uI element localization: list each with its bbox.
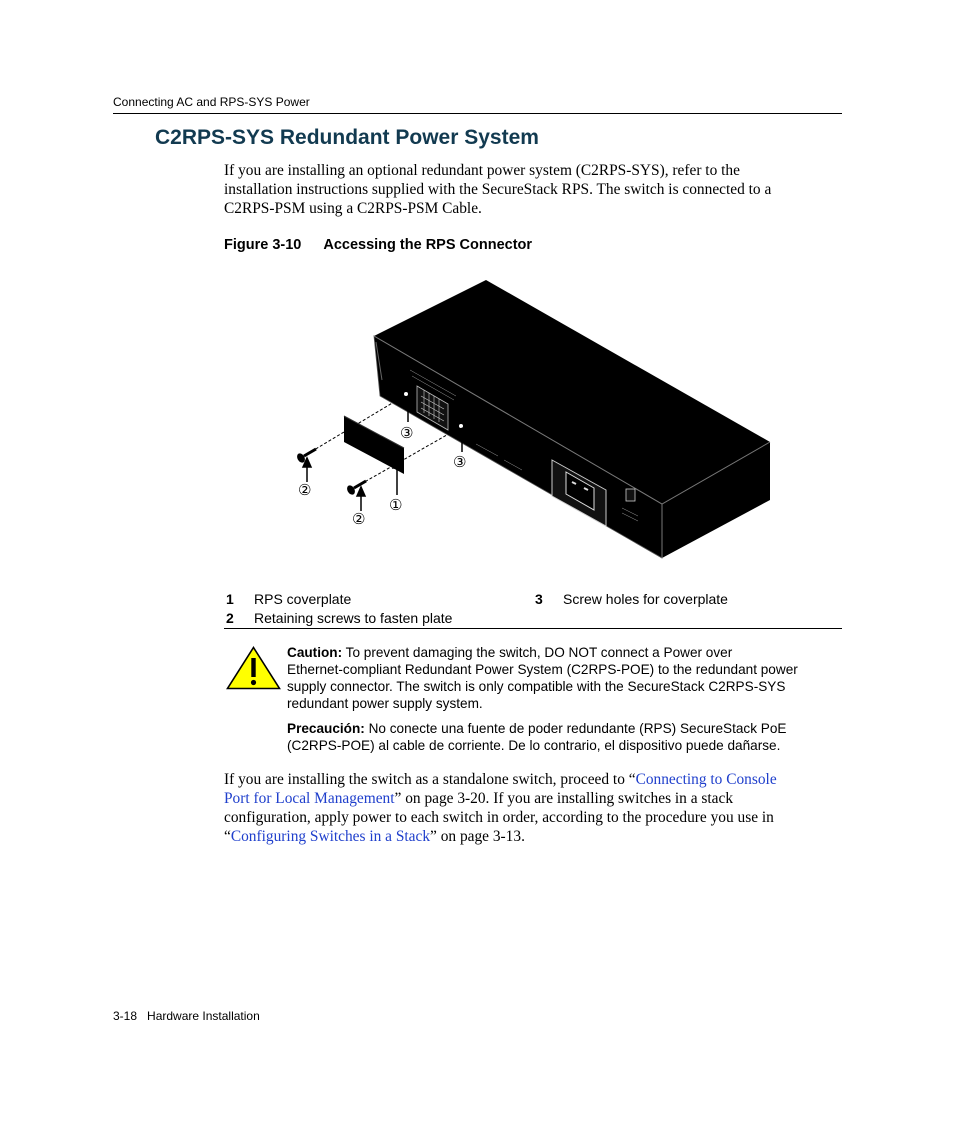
caution-line: Caution: To prevent damaging the switch, DO NOT connect a Power over (287, 645, 733, 660)
caution-spanish (287, 720, 837, 754)
intro-line: C2RPS-PSM using a C2RPS-PSM Cable. (224, 200, 482, 217)
figure-caption (224, 237, 532, 253)
legend-item-1 (226, 591, 351, 607)
intro-line: installation instructions supplied with the SecureStack RPS. The switch is connected to a (224, 181, 772, 198)
caution-english (287, 644, 837, 712)
intro-paragraph (224, 161, 844, 218)
legend-item-3 (535, 591, 728, 607)
outro-line: “Configuring Switches in a Stack” on page 3-13. (224, 828, 525, 845)
callout-2: ② (352, 510, 366, 528)
legend-label: RPS coverplate (254, 591, 352, 607)
legend-item-2 (226, 610, 452, 626)
caution-line: (C2RPS-POE) al cable de corriente. De lo contrario, el dispositivo puede dañarse. (287, 738, 781, 753)
link-connecting-console[interactable]: Connecting to Console (635, 771, 777, 788)
outro-paragraph (224, 770, 844, 846)
section-title: C2RPS-SYS Redundant Power System (155, 126, 539, 149)
legend-number: 2 (226, 610, 234, 626)
callout-3: ③ (400, 424, 414, 442)
legend-number: 1 (226, 591, 234, 607)
figure-title: Accessing the RPS Connector (323, 237, 533, 253)
caution-line: Precaución: No conecte una fuente de poder redundante (RPS) SecureStack PoE (287, 721, 787, 736)
callout-2: ② (298, 481, 312, 499)
legend-label: Screw holes for coverplate (563, 591, 728, 607)
figure-number: Figure 3-10 (224, 237, 302, 253)
page-footer (113, 1009, 260, 1023)
header-rule (113, 113, 842, 114)
callout-3: ③ (453, 453, 467, 471)
rps-connector-illustration (224, 270, 824, 580)
page-number: 3-18 (113, 1009, 138, 1023)
legend-rule (224, 628, 842, 629)
caution-line: supply connector. The switch is only compatible with the SecureStack C2RPS-SYS (287, 679, 786, 694)
intro-line: If you are installing an optional redundant power system (C2RPS-SYS), refer to the (224, 162, 740, 179)
caution-label: Caution: (287, 645, 343, 660)
screw-hole (459, 424, 463, 428)
caution-line: Ethernet-compliant Redundant Power System (C2RPS-POE) to the redundant power (287, 662, 798, 677)
link-connecting-console[interactable]: Port for Local Management (224, 790, 395, 807)
outro-line: If you are installing the switch as a standalone switch, proceed to “Connecting to Console (224, 771, 777, 788)
caution-line: redundant power supply system. (287, 696, 483, 711)
footer-title: Hardware Installation (147, 1009, 260, 1023)
callout-1: ① (389, 496, 403, 514)
screw-hole (404, 392, 408, 396)
power-switch (626, 489, 635, 501)
running-header: Connecting AC and RPS-SYS Power (113, 95, 310, 109)
outro-line: Port for Local Management” on page 3-20. If you are installing switches in a stack (224, 790, 734, 807)
legend-number: 3 (535, 591, 543, 607)
precaucion-label: Precaución: (287, 721, 365, 736)
outro-line: configuration, apply power to each switch in order, according to the procedure you use in (224, 809, 774, 826)
link-configuring-stack[interactable]: Configuring Switches in a Stack (230, 828, 431, 845)
legend-label: Retaining screws to fasten plate (254, 610, 453, 626)
warning-triangle-icon (226, 646, 281, 690)
